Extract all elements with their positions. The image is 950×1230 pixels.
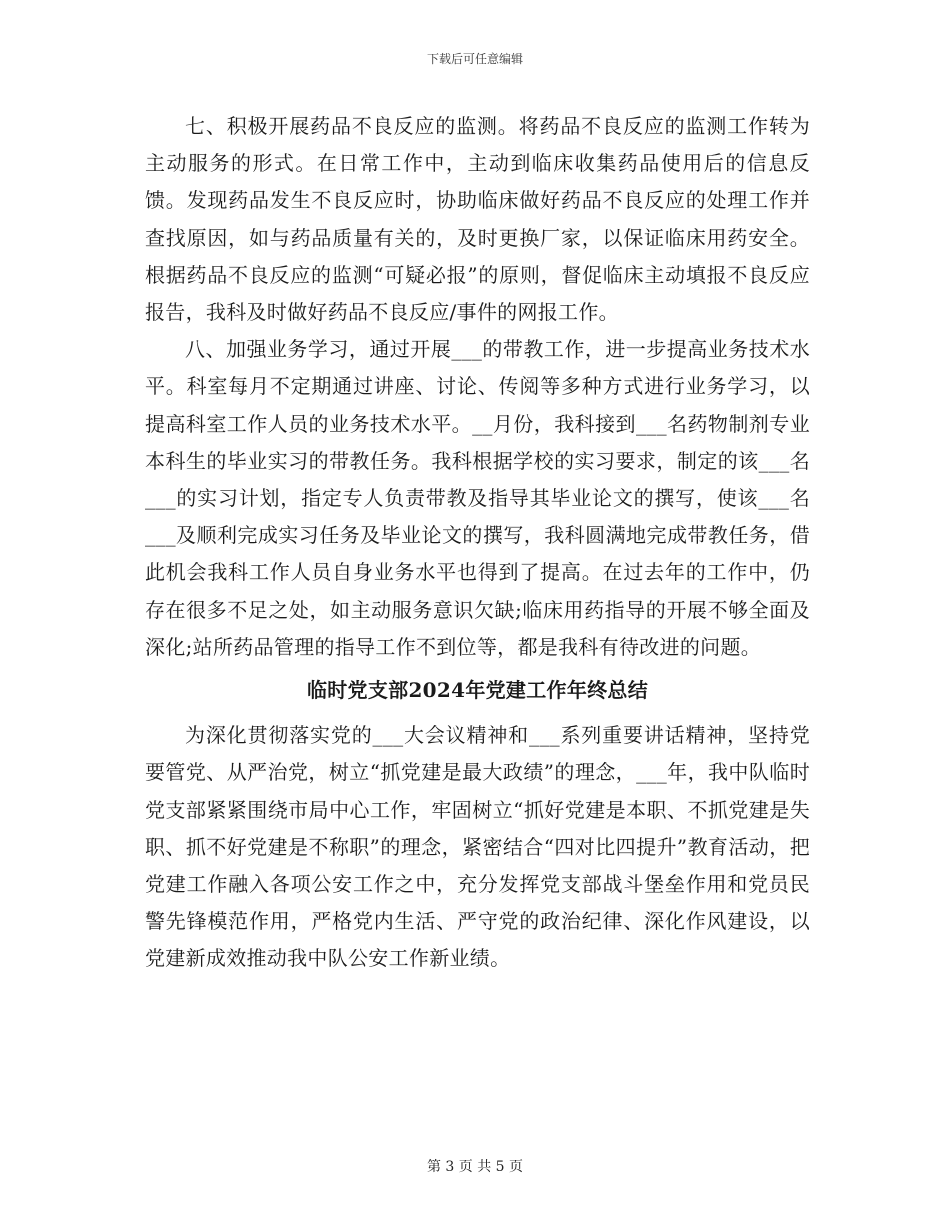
section-title: 临时党支部2024年党建工作年终总结 [306,678,649,703]
paragraph-adr-monitoring: 七、积极开展药品不良反应的监测。将药品不良反应的监测工作转为主动服务的形式。在日常工作中，主动到临床收集药品使用后的信息反馈。发现药品发生不良反应时，协助临床做好药品不良反应的处理工作并查找原因，如与药品质量有关的，及时更换厂家，以保证临床用药安全。根据药品不良反应的监测“可疑必报”的原则，督促临床主动填报不良反应报告，我科及时做好药品不良反应/事件的网报工作。 [145,114,810,325]
page-header: 下载后可任意编辑 [426,52,523,66]
paragraph-party-building: 为深化贯彻落实党的___大会议精神和___系列重要讲话精神，坚持党要管党、从严治党，树立“抓党建是最大政绩”的理念，___年，我中队临时党支部紧紧围绕市局中心工作，牢固树立“抓好党建是本职、不抓党建是失职、抓不好党建是不称职”的理念，紧密结合“四对比四提升”教育活动，把党建工作融入各项公安工作之中，充分发挥党支部战斗堡垒作用和党员民警先锋模范作用，严格党内生活、严守党的政治纪律、深化作风建设，以党建新成效推动我中队公安工作新业绩。 [145,723,810,971]
page-number: 第 3 页 共 5 页 [426,1159,524,1175]
document-body [145,108,810,978]
paragraph-business-study: 八、加强业务学习，通过开展___的带教工作，进一步提高业务技术水平。科室每月不定期通过讲座、讨论、传阅等多种方式进行业务学习，以提高科室工作人员的业务技术水平。__月份，我科接到___名药物制剂专业本科生的毕业实习的带教任务。我科根据学校的实习要求，制定的该___名___的实习计划，指定专人负责带教及指导其毕业论文的撰写，使该___名___及顺利完成实习任务及毕业论文的撰写，我科圆满地完成带教任务，借此机会我科工作人员自身业务水平也得到了提高。在过去年的工作中，仍存在很多不足之处，如主动服务意识欠缺;临床用药指导的开展不够全面及深化;站所药品管理的指导工作不到位等，都是我科有待改进的问题。 [145,337,810,659]
